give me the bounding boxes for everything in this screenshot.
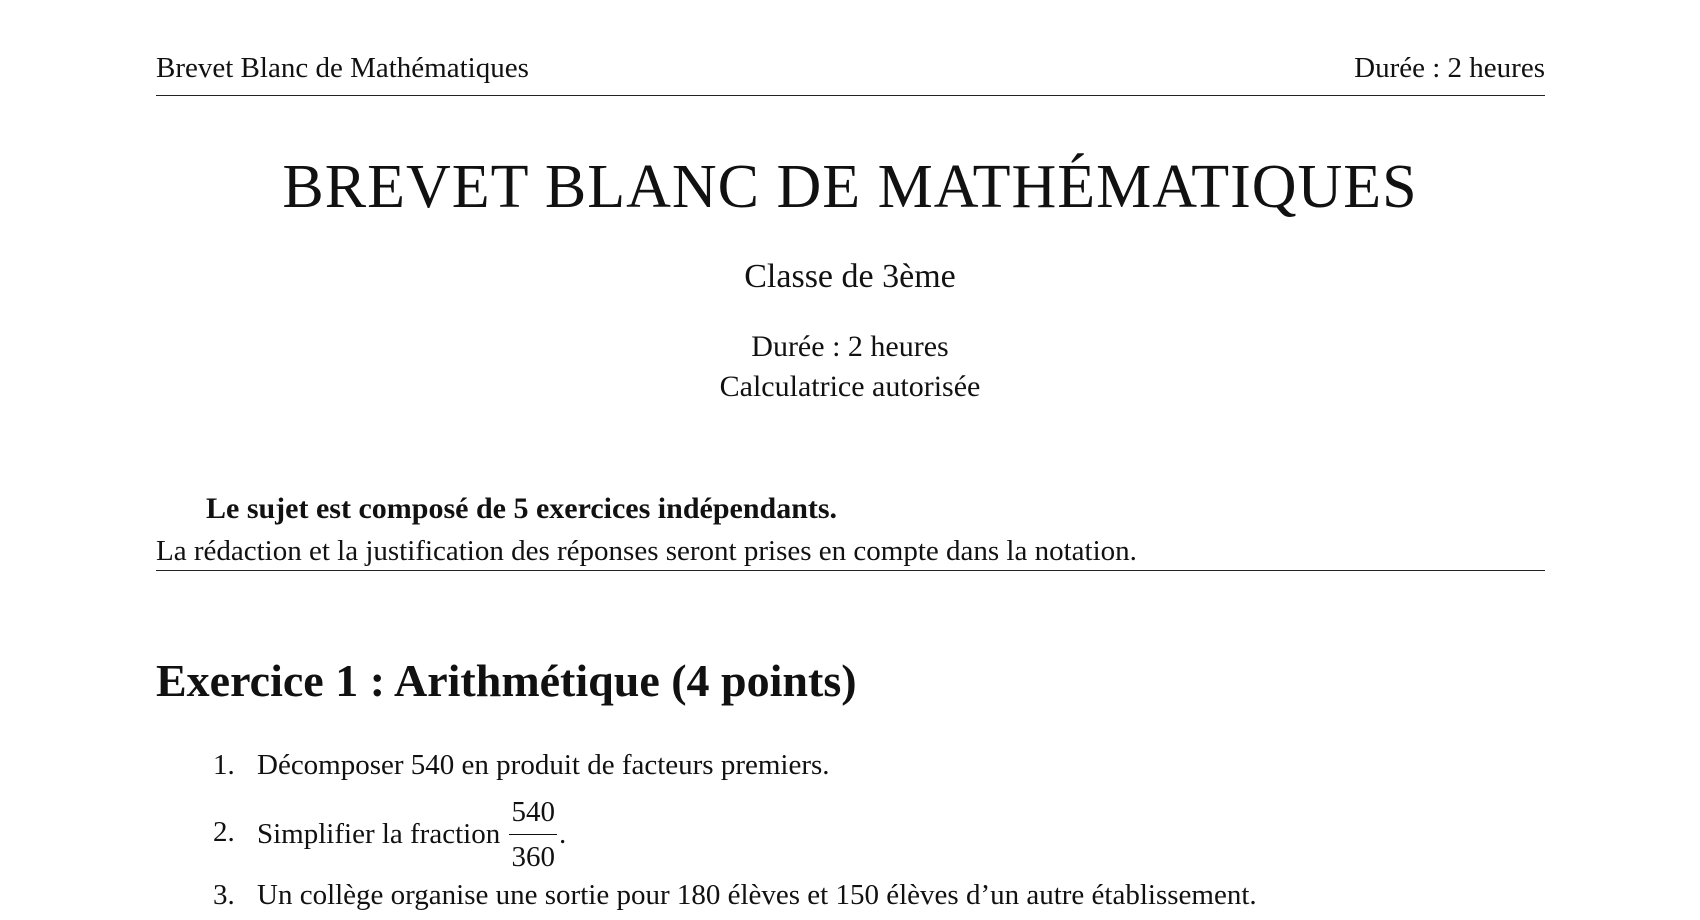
- page-title: BREVET BLANC DE MATHÉMATIQUES: [282, 153, 1418, 221]
- calculator-label: Calculatrice autorisée: [719, 370, 981, 403]
- header-rule: [156, 95, 1545, 96]
- fraction-denominator: 360: [511, 841, 555, 873]
- running-header-left: Brevet Blanc de Mathématiques: [156, 52, 529, 84]
- item-number: 2.: [213, 816, 235, 848]
- item-text: Décomposer 540 en produit de facteurs premiers.: [257, 749, 830, 781]
- fraction-numerator: 540: [509, 790, 557, 835]
- instructions-rule: [156, 570, 1545, 571]
- item-number: 3.: [213, 879, 235, 911]
- duration-label: Durée : 2 heures: [751, 330, 949, 363]
- item-text: Simplifier la fraction: [257, 818, 501, 850]
- item-number: 1.: [213, 749, 235, 781]
- instructions-text: La rédaction et la justification des réponses seront prises en compte dans la notation.: [156, 535, 1137, 567]
- running-header-right: Durée : 2 heures: [1354, 52, 1545, 84]
- list-item: [257, 790, 566, 879]
- item-suffix: .: [558, 818, 567, 850]
- class-label: Classe de 3ème: [744, 258, 956, 295]
- instructions-bold: Le sujet est composé de 5 exercices indépendants.: [206, 492, 838, 525]
- fraction: [509, 790, 557, 879]
- item-text: Un collège organise une sortie pour 180 élèves et 150 élèves d’un autre établissement.: [257, 879, 1257, 911]
- exercise-1-heading: Exercice 1 : Arithmétique (4 points): [156, 655, 857, 706]
